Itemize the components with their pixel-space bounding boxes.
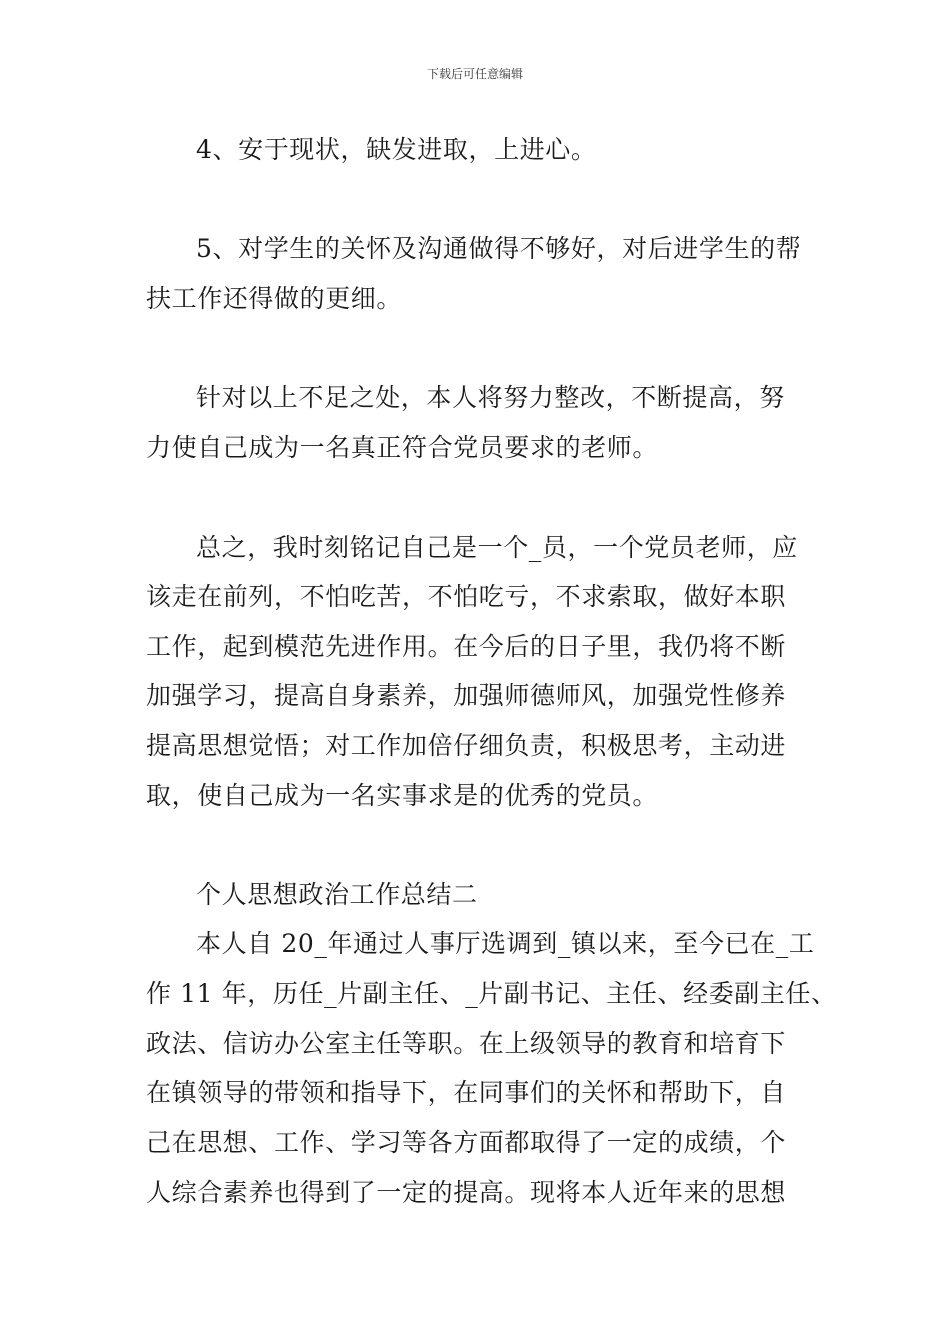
text-line-summary-2: 该走在前列，不怕吃苦，不怕吃亏，不求索取，做好本职 xyxy=(146,582,787,611)
text-line-summary-6: 取，使自己成为一名实事求是的优秀的党员。 xyxy=(146,781,659,810)
text-line-section2-2: 作 11 年，历任_片副主任、_片副书记、主任、经委副主任、 xyxy=(146,979,837,1008)
text-line-section2-5: 己在思想、工作、学习等各方面都取得了一定的成绩，个 xyxy=(146,1128,787,1157)
text-line-item5-end: 扶工作还得做的更细。 xyxy=(146,284,403,313)
text-line-section2-3: 政法、信访办公室主任等职。在上级领导的教育和培育下 xyxy=(146,1029,787,1058)
section-title: 个人思想政治工作总结二 xyxy=(196,880,478,909)
text-line-improve-start: 针对以上不足之处，本人将努力整改，不断提高，努 xyxy=(196,383,785,412)
text-line-summary-4: 加强学习，提高自身素养，加强师德师风，加强党性修养 xyxy=(146,681,787,710)
text-line-section2-4: 在镇领导的带领和指导下，在同事们的关怀和帮助下，自 xyxy=(146,1078,787,1107)
text-line-improve-end: 力使自己成为一名真正符合党员要求的老师。 xyxy=(146,433,659,462)
text-line-section2-6: 人综合素养也得到了一定的提高。现将本人近年来的思想 xyxy=(146,1178,787,1207)
text-line-summary-3: 工作，起到模范先进作用。在今后的日子里，我仍将不断 xyxy=(146,632,787,661)
header-note: 下载后可任意编辑 xyxy=(426,67,523,81)
text-line-summary-1: 总之，我时刻铭记自己是一个_员，一个党员老师，应 xyxy=(196,533,798,562)
text-line-section2-1: 本人自 20_年通过人事厅选调到_镇以来，至今已在_工 xyxy=(196,929,815,958)
text-line-item5-start: 5、对学生的关怀及沟通做得不够好，对后进学生的帮 xyxy=(196,234,802,263)
text-line-summary-5: 提高思想觉悟；对工作加倍仔细负责，积极思考，主动进 xyxy=(146,731,787,760)
text-line-item4: 4、安于现状，缺发进取，上进心。 xyxy=(196,135,597,164)
